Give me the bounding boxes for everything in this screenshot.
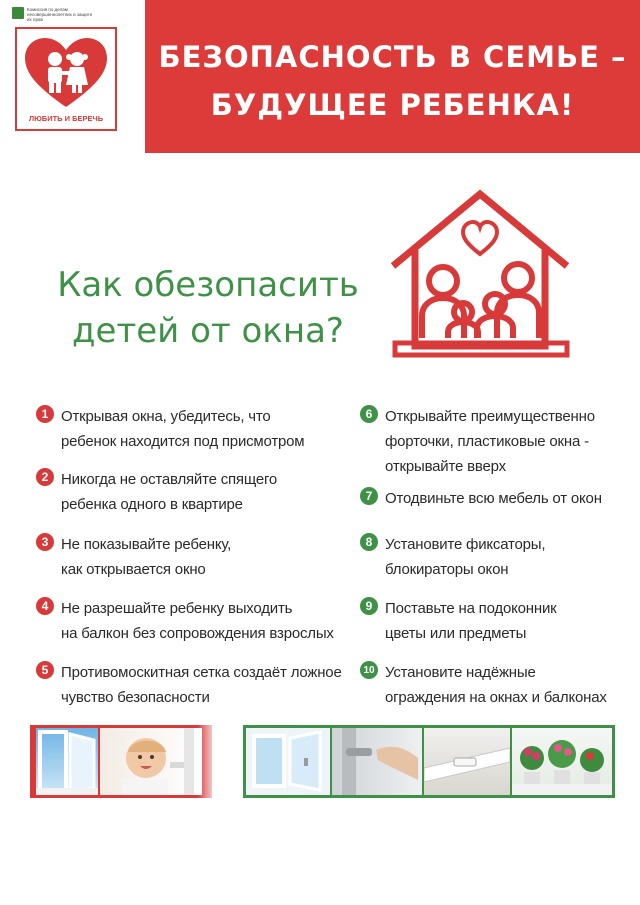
tip-text: Поставьте на подоконник цветы или предметы — [385, 600, 557, 642]
house-family-icon — [385, 188, 575, 366]
tip-number-badge: 2 — [36, 468, 54, 486]
tip-number-badge: 10 — [360, 661, 378, 679]
tip-number-badge: 1 — [36, 405, 54, 423]
tip-item — [360, 404, 595, 479]
logo-area — [0, 0, 145, 153]
question-line-1: Как обезопасить — [57, 265, 359, 305]
window-handle-photo — [332, 728, 422, 795]
tip-text: Открывая окна, убедитесь, что ребенок находится под присмотром — [61, 408, 305, 450]
window-photo — [36, 728, 98, 795]
commission-text: Комиссия по делам несовершеннолетних и защите их прав — [27, 7, 93, 22]
title-line-1: БЕЗОПАСНОСТЬ В СЕМЬЕ – — [158, 40, 627, 74]
tip-item — [36, 404, 304, 454]
tip-text: Не разрешайте ребенку выходить на балкон без сопровождения взрослых — [61, 600, 334, 642]
tip-text: Открывайте преимущественно форточки, пластиковые окна - открывайте вверх — [385, 408, 595, 475]
tip-text: Отодвиньте всю мебель от окон — [385, 490, 602, 507]
question-line-2: детей от окна? — [72, 311, 344, 351]
flowers-photo — [512, 728, 612, 795]
logo-caption: ЛЮБИТЬ И БЕРЕЧЬ — [28, 114, 104, 123]
child-photo — [100, 728, 202, 795]
tip-item — [360, 660, 607, 710]
tip-item — [36, 596, 334, 646]
tip-text: Установите надёжные ограждения на окнах и балконах — [385, 664, 607, 706]
tip-number-badge: 8 — [360, 533, 378, 551]
tip-text: Не показывайте ребенку, как открывается окно — [61, 536, 232, 578]
tip-item — [360, 486, 602, 511]
main-question — [38, 262, 378, 354]
window-lock-photo — [424, 728, 510, 795]
title-line-2: БУДУЩЕЕ РЕБЕНКА! — [210, 88, 575, 122]
tip-number-badge: 9 — [360, 597, 378, 615]
tip-number-badge: 3 — [36, 533, 54, 551]
title-banner — [145, 0, 640, 153]
tip-item — [360, 532, 545, 582]
tip-number-badge: 5 — [36, 661, 54, 679]
tip-number-badge: 4 — [36, 597, 54, 615]
tip-item — [36, 467, 277, 517]
tip-text: Никогда не оставляйте спящего ребенка одного в квартире — [61, 471, 278, 513]
commission-header — [12, 7, 97, 22]
tip-item — [360, 596, 557, 646]
photo-strip-red — [30, 725, 212, 798]
photo-strip-green — [243, 725, 615, 798]
commission-emblem-icon — [12, 7, 24, 19]
family-heart-logo-icon — [17, 33, 115, 113]
tip-number-badge: 6 — [360, 405, 378, 423]
window-photo — [246, 728, 330, 795]
tip-text: Установите фиксаторы, блокираторы окон — [385, 536, 546, 578]
tip-item — [36, 660, 342, 710]
logo-frame — [15, 27, 117, 131]
page-title — [145, 33, 640, 129]
tip-number-badge: 7 — [360, 487, 378, 505]
tip-item — [36, 532, 231, 582]
tip-text: Противомоскитная сетка создаёт ложное чувство безопасности — [61, 664, 342, 706]
